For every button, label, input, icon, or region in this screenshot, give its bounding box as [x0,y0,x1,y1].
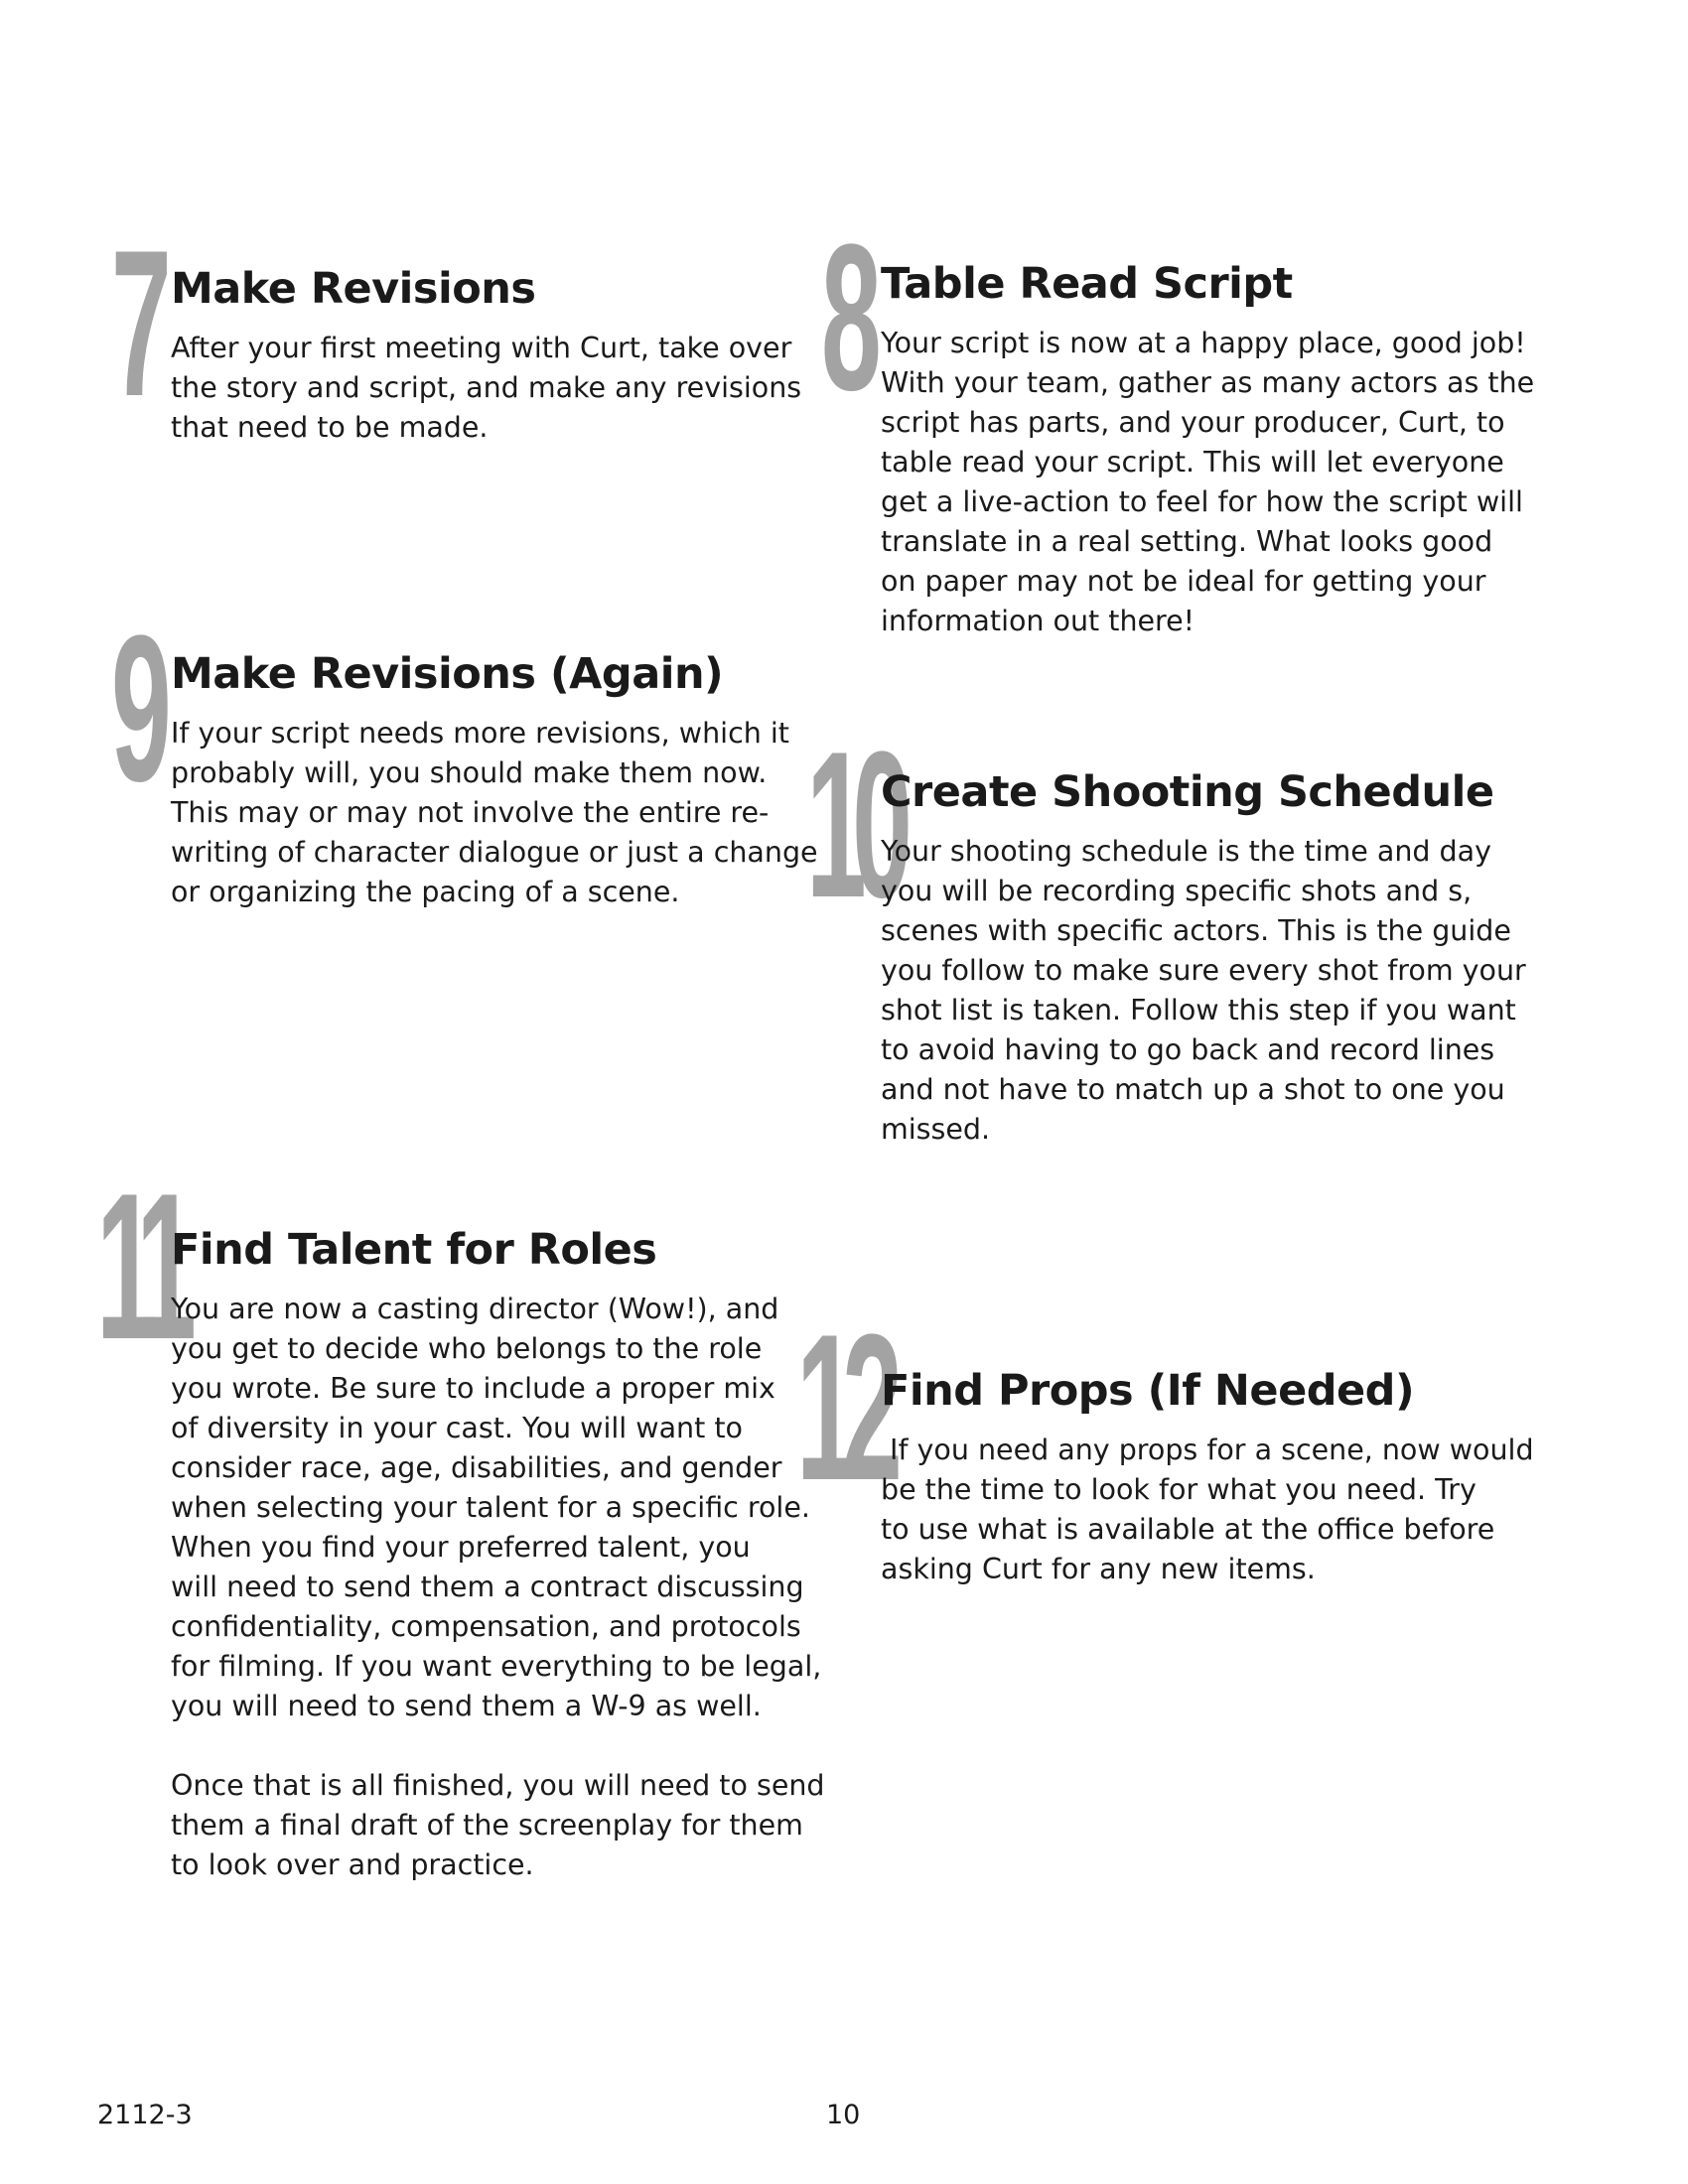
body-line: them a final draft of the screenplay for them [171,1809,803,1842]
step-10 [804,708,1539,1150]
body-line: information out there! [881,605,1196,637]
body-line: You are now a casting director (Wow!), and [171,1293,779,1325]
step-title: Make Revisions (Again) [171,649,724,699]
step-number: 12 [796,1291,889,1524]
body-line: table read your script. This will let everyone [881,446,1504,478]
body-line: you will need to send them a W-9 as well. [171,1690,762,1722]
step-body [794,1431,1539,1589]
body-line: After your first meeting with Curt, take over [171,332,792,364]
step-body [819,324,1534,641]
body-line: you will be recording specific shots and s, [881,875,1473,907]
step-number: 7 [111,206,158,440]
body-line: Your script is now at a happy place, good job! [881,327,1526,359]
body-line: and not have to match up a shot to one you [881,1073,1505,1106]
step-title: Find Talent for Roles [171,1225,657,1275]
body-line: This may or may not involve the entire re- [171,796,770,829]
step-body [804,832,1539,1150]
step-title: Table Read Script [881,259,1293,309]
body-line: translate in a real setting. What looks good [881,525,1493,558]
step-number: 8 [821,201,868,434]
step-7 [109,206,802,448]
body-line: will need to send them a contract discussing [171,1570,804,1603]
step-12 [794,1291,1539,1589]
body-line: consider race, age, disabilities, and gender [171,1451,782,1484]
step-number: 10 [806,708,899,941]
step-number: 11 [96,1150,183,1383]
body-line: of diversity in your cast. You will want to [171,1412,743,1444]
body-line: on paper may not be ideal for getting your [881,565,1486,598]
step-title: Create Shooting Schedule [881,767,1494,817]
body-line: get a live-action to feel for how the script will [881,485,1523,518]
step-number: 9 [111,592,158,825]
step-body [109,714,824,912]
step-title: Make Revisions [171,264,536,314]
body-line: you get to decide who belongs to the role [171,1332,763,1365]
body-line: be the time to look for what you need. Try [881,1473,1477,1506]
step-body [109,329,802,448]
body-line: for filming. If you want everything to be legal, [171,1650,822,1683]
body-line: that need to be made. [171,411,489,444]
step-8 [819,201,1535,641]
body-line: to look over and practice. [171,1848,534,1881]
body-line: probably will, you should make them now. [171,756,768,789]
body-line: With your team, gather as many actors as the [881,366,1535,399]
body-line: If you need any props for a scene, now would [881,1433,1534,1466]
body-line: to use what is available at the office before [881,1513,1495,1546]
body-line: Once that is all finished, you will need to send [171,1769,825,1802]
body-line: to avoid having to go back and record lines [881,1033,1495,1066]
body-line: you follow to make sure every shot from your [881,954,1526,987]
step-11 [94,1150,829,1885]
body-line: script has parts, and your producer, Curt, to [881,406,1505,439]
body-line: asking Curt for any new items. [881,1553,1316,1585]
body-line: shot list is taken. Follow this step if you want [881,994,1516,1026]
step-body [94,1290,829,1885]
body-line: confidentiality, compensation, and protocols [171,1610,801,1643]
body-line: missed. [881,1113,991,1146]
body-line: the story and script, and make any revisions [171,371,802,404]
page-number: 10 [826,2100,861,2130]
body-line: If your script needs more revisions, which it [171,717,789,750]
body-line: or organizing the pacing of a scene. [171,876,680,908]
step-title: Find Props (If Needed) [881,1366,1415,1416]
body-line: When you find your preferred talent, you [171,1531,751,1564]
paragraph-gap [171,1726,829,1766]
body-line: you wrote. Be sure to include a proper mix [171,1372,775,1405]
step-9 [109,592,824,912]
body-line: scenes with specific actors. This is the guide [881,914,1511,947]
body-line: when selecting your talent for a specific role. [171,1491,810,1524]
body-line: Your shooting schedule is the time and day [881,835,1491,868]
document-code: 2112-3 [97,2100,193,2130]
body-line: writing of character dialogue or just a change [171,836,818,869]
